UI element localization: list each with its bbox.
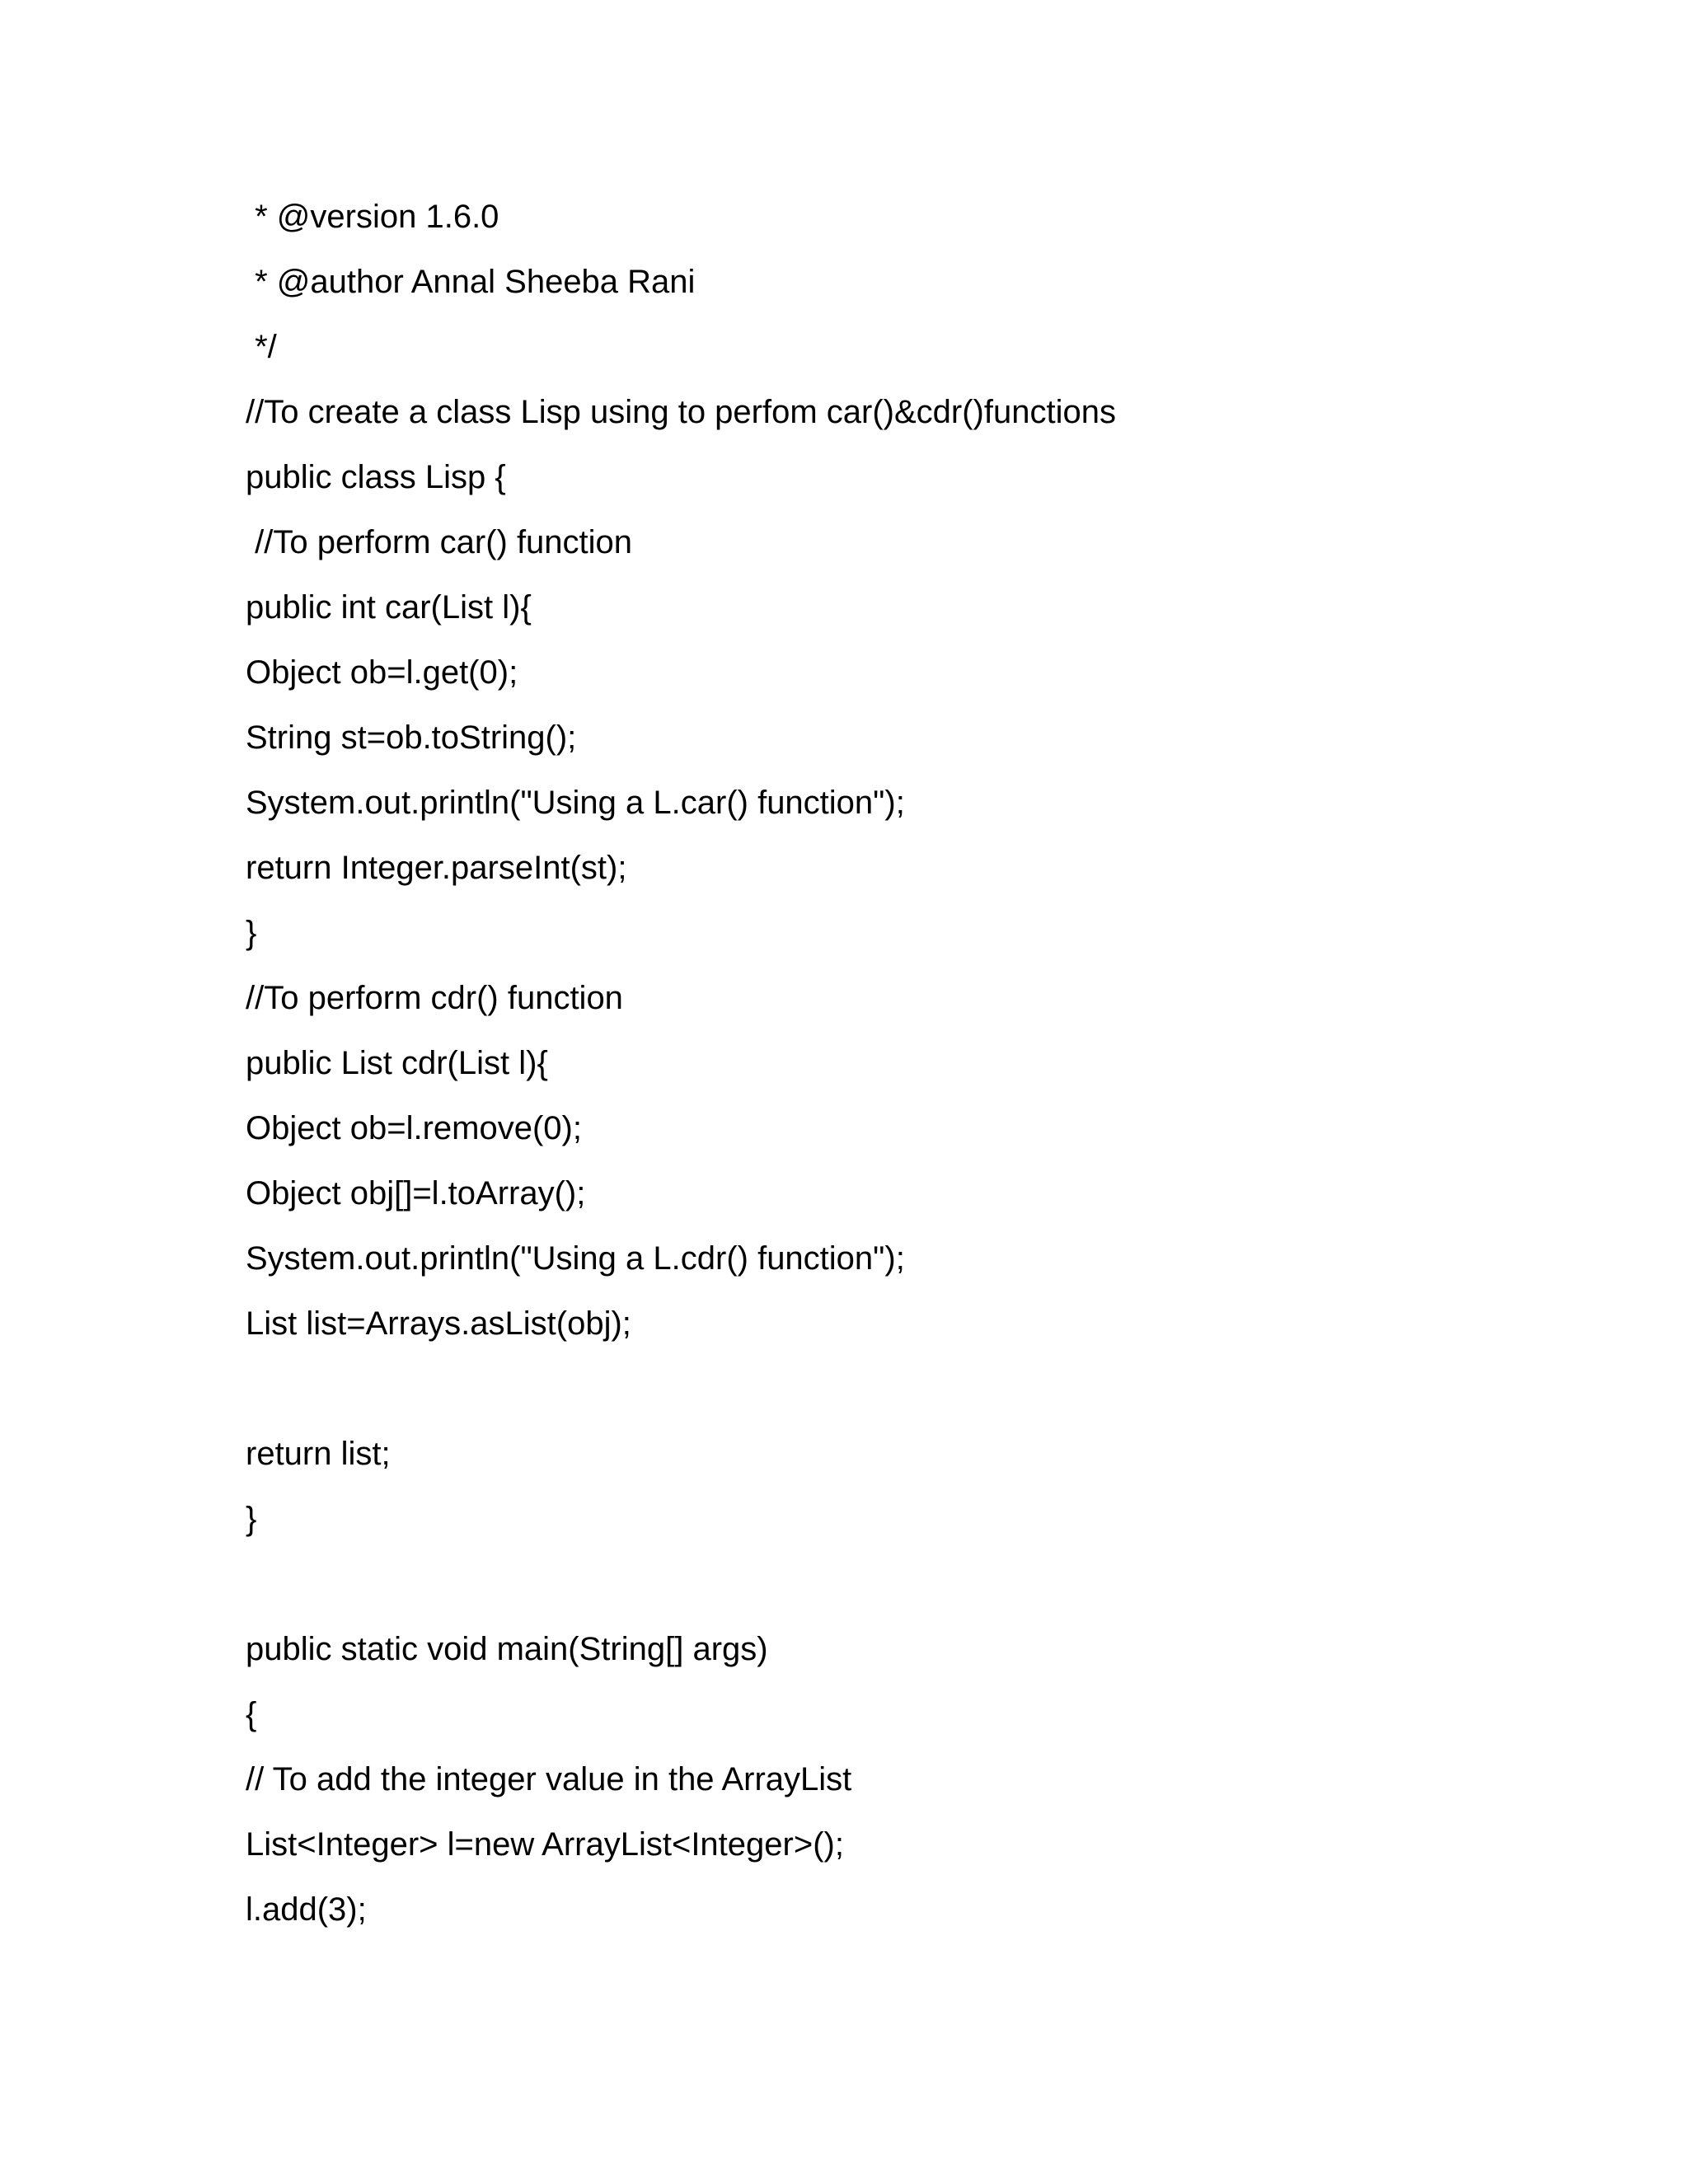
code-line: List<Integer> l=new ArrayList<Integer>(); [246,1826,844,1863]
code-line: System.out.println("Using a L.cdr() function"); [246,1240,905,1277]
code-line: return list; [246,1436,391,1472]
code-line: List list=Arrays.asList(obj); [246,1305,631,1342]
code-line: Object ob=l.get(0); [246,654,518,691]
code-line: { [246,1696,257,1732]
code-line: // To add the integer value in the ArrayList [246,1761,852,1797]
code-line: l.add(3); [246,1891,367,1928]
code-line: } [246,1501,257,1537]
code-line: * @author Annal Sheeba Rani [246,264,696,300]
code-line: Object obj[]=l.toArray(); [246,1175,586,1212]
code-line: public static void main(String[] args) [246,1631,768,1667]
code-line: //To perform car() function [246,524,633,560]
code-line: public List cdr(List l){ [246,1045,548,1081]
code-line: //To perform cdr() function [246,980,623,1016]
blank-line [246,1363,1564,1428]
code-line: public class Lisp { [246,459,506,495]
blank-line [246,1558,1564,1624]
code-line: } [246,915,257,951]
code-line: */ [246,329,277,365]
code-line: return Integer.parseInt(st); [246,850,627,886]
code-line: String st=ob.toString(); [246,719,577,756]
code-line: Object ob=l.remove(0); [246,1110,582,1146]
code-line: //To create a class Lisp using to perfom car()&cdr()functions [246,394,1116,430]
code-line: System.out.println("Using a L.car() function"); [246,785,905,821]
code-listing [246,191,1564,1949]
code-line: public int car(List l){ [246,589,532,626]
code-line: * @version 1.6.0 [246,199,499,235]
